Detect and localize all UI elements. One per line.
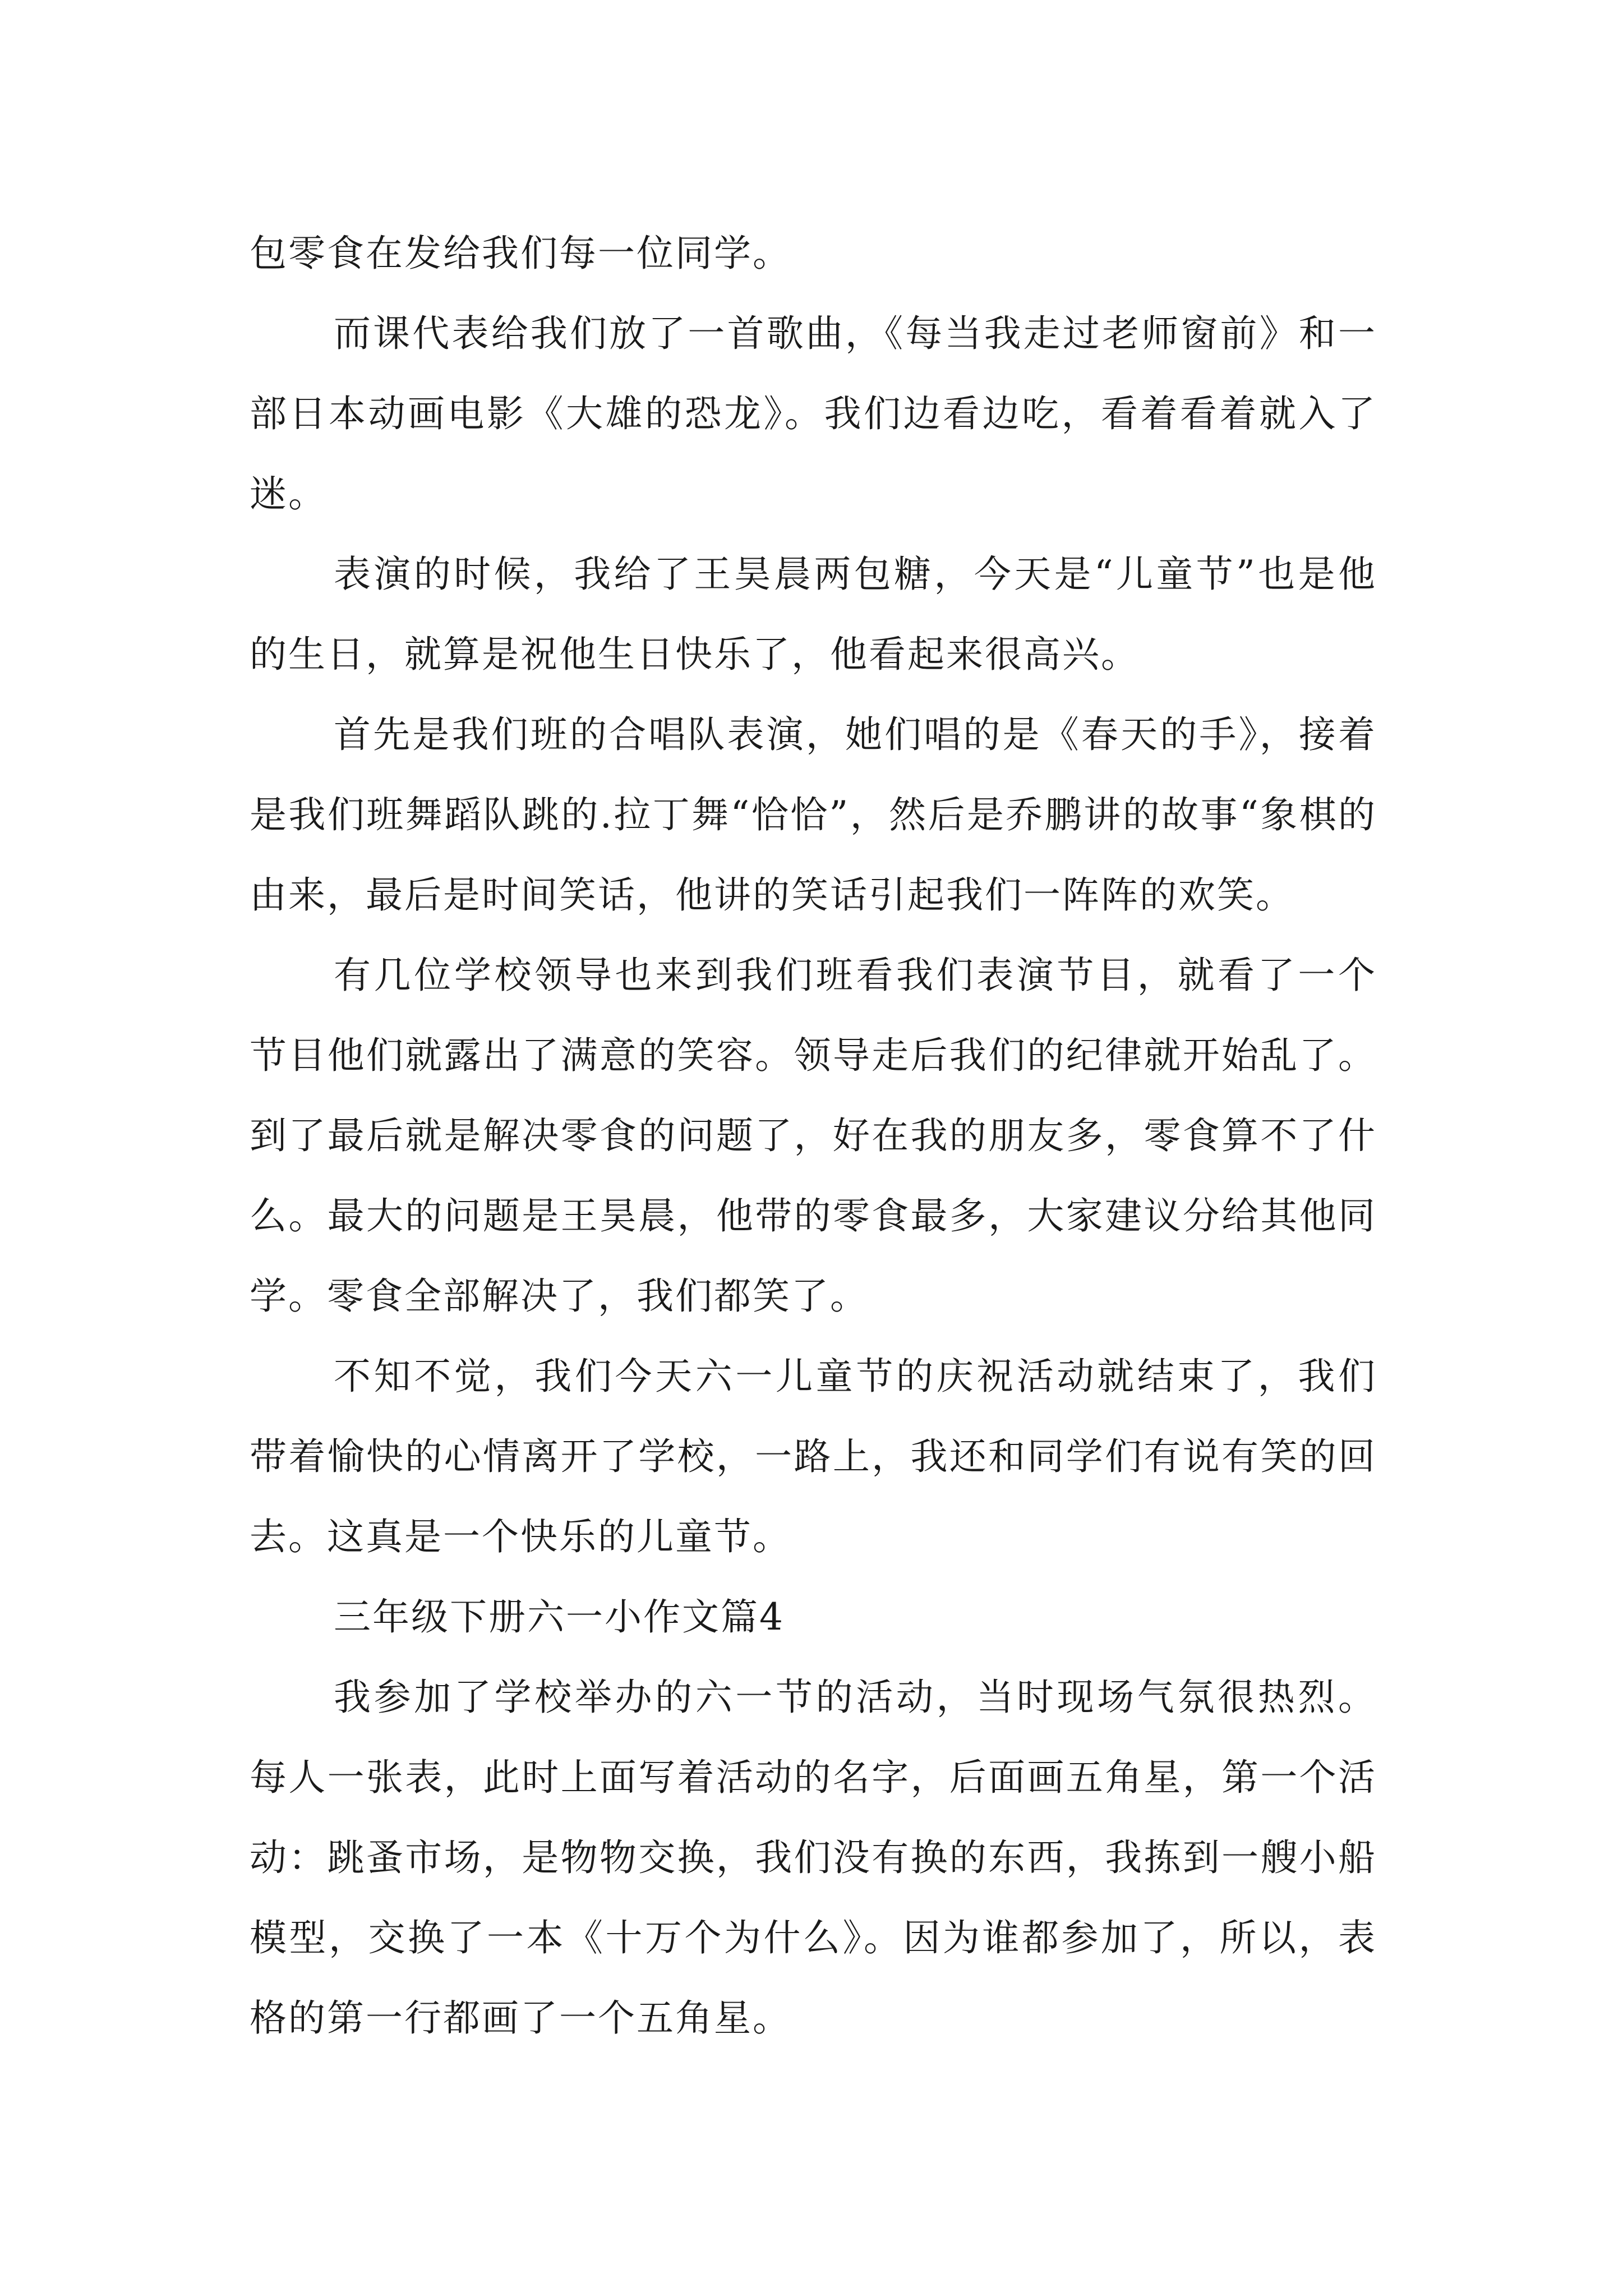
paragraph-leaders: 有几位学校领导也来到我们班看我们表演节目，就看了一个节目他们就露出了满意的笑容。领导走后我们的纪律就开始乱了。到了最后就是解决零食的问题了，好在我的朋友多，零食算不了什么。最大的问题是王昊晨，他带的零食最多，大家建议分给其他同学。零食全部解决了，我们都笑了。 [250,954,1377,1318]
paragraph-continuation: 包零食在发给我们每一位同学。 [250,232,791,275]
paragraph-birthday: 表演的时候，我给了王昊晨两包糖，今天是“儿童节”也是他的生日，就算是祝他生日快乐了，他看起来很高兴。 [250,553,1377,676]
document-body [250,213,1377,2058]
section-heading: 三年级下册六一小作文篇4 [334,1595,785,1639]
paragraph-activity: 我参加了学校举办的六一节的活动，当时现场气氛很热烈。每人一张表，此时上面写着活动的名字，后面画五角星，第一个活动：跳蚤市场，是物物交换，我们没有换的东西，我拣到一艘小船模型，交换了一本《十万个为什么》。因为谁都参加了，所以，表格的第一行都画了一个五角星。 [250,1676,1377,2040]
paragraph-song-movie: 而课代表给我们放了一首歌曲，《每当我走过老师窗前》和一部日本动画电影《大雄的恐龙》。我们边看边吃，看着看着就入了迷。 [250,312,1377,516]
paragraph-ending: 不知不觉，我们今天六一儿童节的庆祝活动就结束了，我们带着愉快的心情离开了学校，一路上，我还和同学们有说有笑的回去。这真是一个快乐的儿童节。 [250,1355,1377,1558]
paragraph-performances: 首先是我们班的合唱队表演，她们唱的是《春天的手》，接着是我们班舞蹈队跳的.拉丁舞“恰恰”，然后是乔鹏讲的故事“象棋的由来，最后是时间笑话，他讲的笑话引起我们一阵阵的欢笑。 [250,713,1377,917]
